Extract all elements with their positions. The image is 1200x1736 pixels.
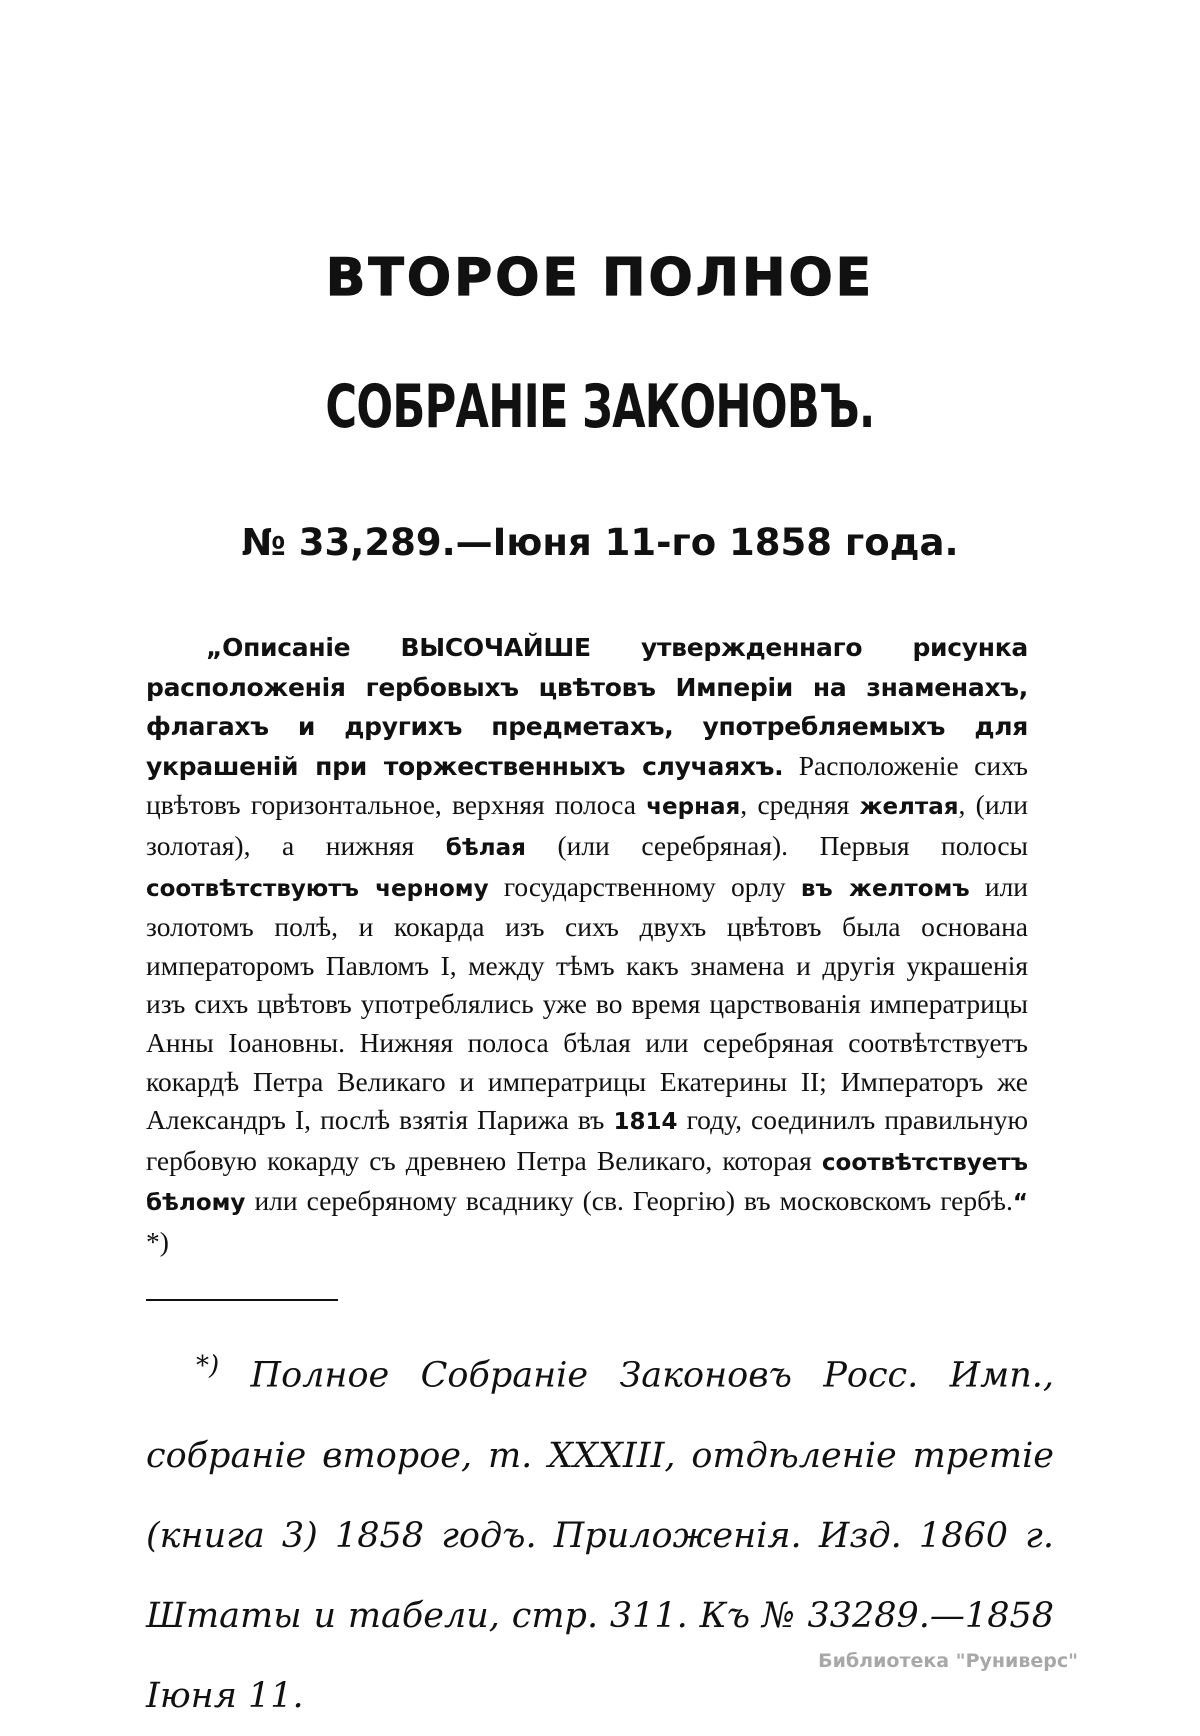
- footnote-reference: *): [146, 1225, 169, 1257]
- bold-word-yellow: желтая: [859, 794, 959, 821]
- footnote-text: Полное Собраніе Законовъ Росс. Имп., собраніе второе, т. XXXIII, отдѣленіе третіе (книга 3) 1858 годъ. Приложенія. Изд. 1860 г. Штаты и табели, стр. 311. Къ № 33289.—1858 Іюня 11.: [146, 1355, 1054, 1716]
- bold-phrase-correspond-white: соотвѣтствуетъ бѣлому: [146, 1149, 1029, 1217]
- footnote-mark: *): [196, 1351, 220, 1381]
- bold-word-white: бѣлая: [445, 834, 526, 861]
- bold-intro: „Описаніе ВЫСОЧАЙШЕ утвержденнаго рисунка расположенія гербовыхъ цвѣтовъ Имперіи на знаменахъ, флагахъ и другихъ предметахъ, употребляемыхъ для украшеній при торжественныхъ случаяхъ.: [146, 633, 1028, 781]
- library-watermark: Библиотека "Руниверс": [818, 1650, 1078, 1672]
- body-segment: государственному орлу: [503, 870, 786, 902]
- body-segment: , (или золотая), а нижняя: [146, 789, 1028, 861]
- bold-phrase-in-yellow: въ желтомъ: [800, 875, 970, 902]
- bold-word-black: черная: [646, 794, 741, 821]
- title-line-1: ВТОРОЕ ПОЛНОЕ: [325, 248, 875, 308]
- bold-year: 1814: [613, 1109, 678, 1136]
- law-number-heading: № 33,289.—Іюня 11-го 1858 года.: [241, 521, 959, 564]
- footnote-divider: [146, 1299, 338, 1301]
- body-segment: Расположеніе сихъ цвѣтовъ горизонтальное, верхняя полоса: [146, 749, 1029, 821]
- body-segment: или золотомъ полѣ, и кокарда изъ сихъ двухъ цвѣтовъ была основана императоромъ Павломъ I, между тѣмъ какъ знамена и другія украшенія изъ сихъ цвѣтовъ употреблялись уже во время царствованія императрицы Анны Іоановны. Нижняя полоса бѣлая или серебряная соотвѣтствуетъ кокардѣ Петра Великаго и императрицы Екатерины II; Императоръ же Александръ I, послѣ взятія Парижа въ: [146, 870, 1029, 1136]
- end-quote: “: [1012, 1190, 1028, 1217]
- body-segment: году, соединилъ правильную гербовую кокарду съ древнею Петра Великаго, которая: [146, 1104, 1029, 1176]
- body-segment: , средняя: [740, 789, 850, 821]
- body-segment: или серебряному всаднику (св. Георгію) въ московскомъ гербѣ.: [254, 1185, 1013, 1217]
- body-segment: (или серебряная). Первыя полосы: [557, 829, 1028, 861]
- law-body-text: [146, 628, 1028, 1262]
- bold-phrase-correspond-black: соотвѣтствуютъ черному: [146, 875, 489, 902]
- footnote: [146, 1326, 1054, 1736]
- title-line-2: СОБРАНІЕ ЗАКОНОВЪ.: [325, 372, 875, 442]
